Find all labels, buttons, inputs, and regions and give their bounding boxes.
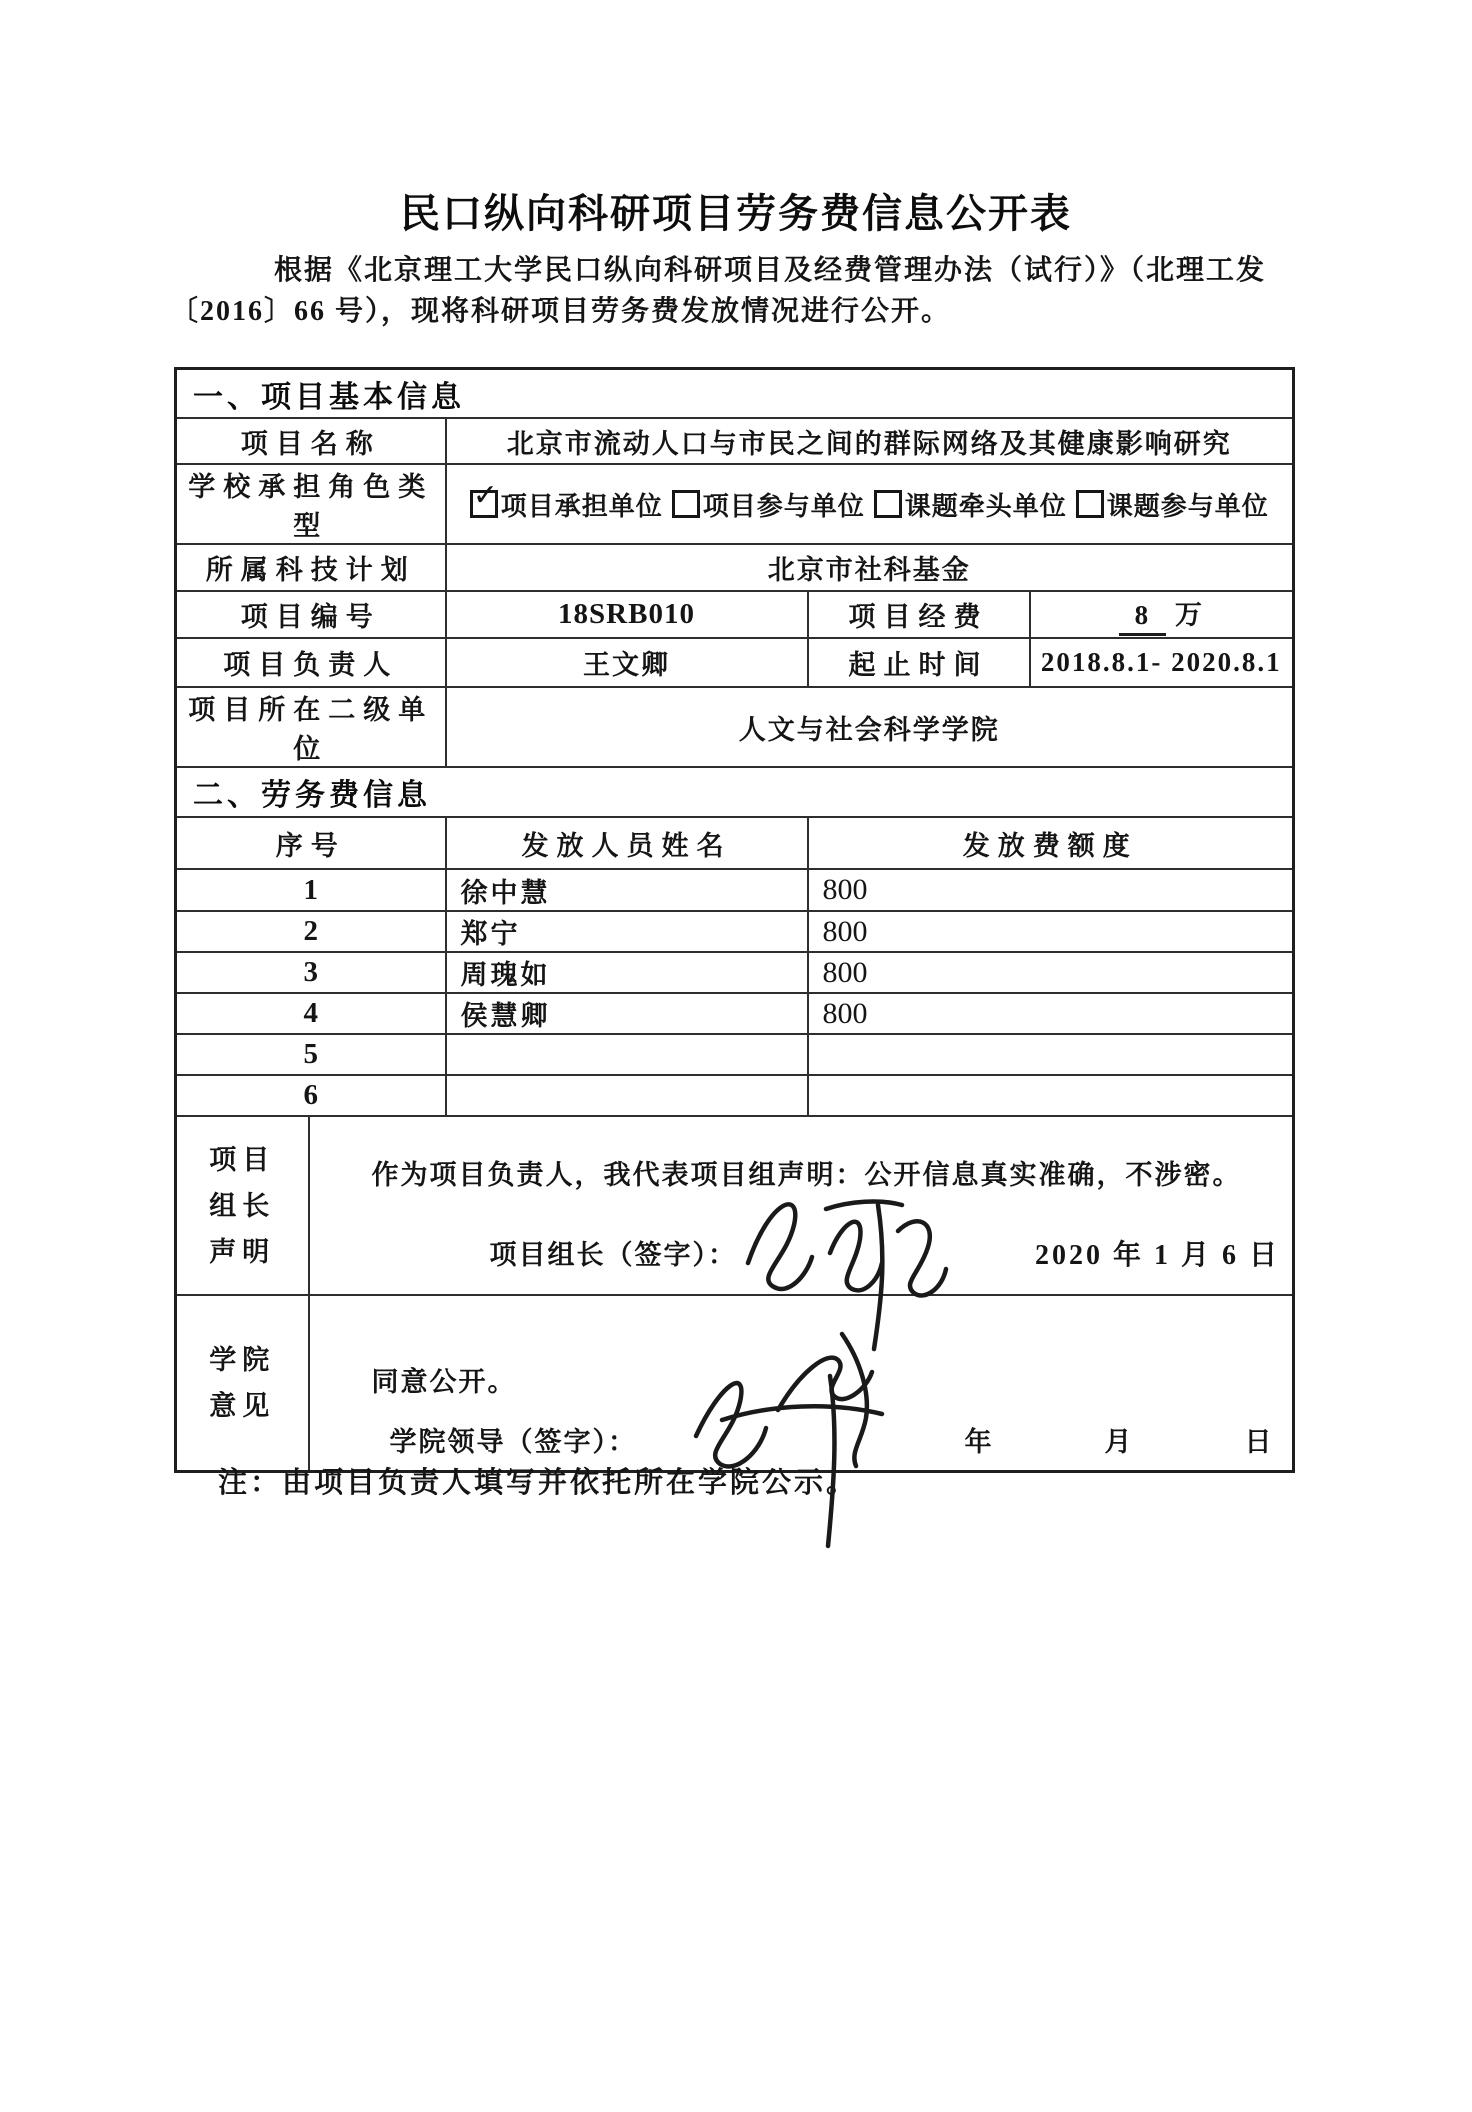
- serial-number: 3: [176, 952, 446, 993]
- payee-amount: [808, 1075, 1294, 1116]
- payee-amount: 800: [808, 911, 1294, 952]
- period-value: 2018.8.1- 2020.8.1: [1030, 638, 1294, 687]
- declaration-label-line: 组长: [209, 1190, 276, 1221]
- column-header-no: 序号: [176, 817, 446, 869]
- role-option-label: 项目承担单位: [500, 491, 663, 521]
- secondary-unit-label: 项目所在二级单位: [176, 687, 446, 767]
- checkbox-empty-icon: [1076, 490, 1104, 518]
- college-opinion-row: [176, 1295, 1294, 1472]
- budget-label: 项目经费: [808, 591, 1030, 638]
- opinion-label-line: 学院: [209, 1345, 276, 1375]
- opinion-content-cell: [309, 1295, 1294, 1472]
- payee-amount: 800: [808, 952, 1294, 993]
- checkbox-empty-icon: [672, 490, 700, 518]
- footnote: 注：由项目负责人填写并依托所在学院公示。: [218, 1467, 859, 1499]
- role-option-label: 课题参与单位: [1106, 491, 1269, 521]
- declaration-statement: 作为项目负责人，我代表项目组声明：公开信息真实准确，不涉密。: [371, 1160, 1242, 1190]
- declaration-row: [176, 1116, 1294, 1295]
- column-header-name: 发放人员姓名: [446, 817, 808, 869]
- section-2-heading: 二、劳务费信息: [176, 767, 1294, 817]
- role-option-label: 项目参与单位: [702, 491, 865, 521]
- intro-paragraph: [170, 250, 1280, 332]
- labor-row-4: [176, 993, 1294, 1034]
- labor-row-5: [176, 1034, 1294, 1075]
- college-leader-signature: [682, 1318, 912, 1553]
- project-number-row: [176, 591, 1294, 638]
- day-label: 日: [1244, 1427, 1272, 1457]
- payee-amount: 800: [808, 993, 1294, 1034]
- budget-unit: 万: [1174, 600, 1204, 630]
- role-type-value: [446, 464, 1294, 544]
- payee-name: 郑宁: [446, 911, 808, 952]
- declaration-label-cell: [176, 1116, 309, 1295]
- labor-row-2: [176, 911, 1294, 952]
- college-leader-signature-label: 学院领导（签字）：: [389, 1427, 637, 1457]
- declaration-date: 2020 年 1 月 6 日: [1035, 1240, 1281, 1271]
- section-1-heading: 一、项目基本信息: [176, 369, 1294, 419]
- section-basic-info-heading-row: [176, 369, 1294, 419]
- section-labor-fee-heading-row: [176, 767, 1294, 817]
- payee-name: 周瑰如: [446, 952, 808, 993]
- secondary-unit-value: 人文与社会科学学院: [446, 687, 1294, 767]
- checkbox-empty-icon: [874, 490, 902, 518]
- labor-row-1: [176, 869, 1294, 911]
- project-number-value: 18SRB010: [446, 591, 808, 638]
- month-label: 月: [1104, 1427, 1132, 1457]
- secondary-unit-row: [176, 687, 1294, 767]
- project-leader-row: [176, 638, 1294, 687]
- budget-amount: 8: [1119, 600, 1167, 636]
- disclosure-table: [174, 367, 1295, 1473]
- project-name-row: [176, 418, 1294, 464]
- project-name-value: 北京市流动人口与市民之间的群际网络及其健康影响研究: [446, 418, 1294, 464]
- science-plan-row: [176, 544, 1294, 591]
- opinion-label-line: 意见: [209, 1391, 276, 1421]
- serial-number: 2: [176, 911, 446, 952]
- role-type-row: [176, 464, 1294, 544]
- payee-amount: 800: [808, 869, 1294, 911]
- year-label: 年: [964, 1427, 992, 1457]
- payee-amount: [808, 1034, 1294, 1075]
- payee-name: [446, 1075, 808, 1116]
- opinion-label-cell: [176, 1295, 309, 1472]
- intro-line-1: 根据《北京理工大学民口纵向科研项目及经费管理办法（试行）》（北理工发: [274, 255, 1267, 286]
- check-mark-icon: ✓: [472, 477, 499, 513]
- opinion-statement: 同意公开。: [371, 1367, 517, 1397]
- document-title: 民口纵向科研项目劳务费信息公开表: [400, 192, 1072, 236]
- serial-number: 5: [176, 1034, 446, 1075]
- serial-number: 4: [176, 993, 446, 1034]
- serial-number: 1: [176, 869, 446, 911]
- science-plan-label: 所属科技计划: [176, 544, 446, 591]
- intro-line-2: 〔2016〕66 号），现将科研项目劳务费发放情况进行公开。: [170, 296, 952, 327]
- declaration-label-line: 项目: [209, 1144, 276, 1175]
- payee-name: 徐中慧: [446, 869, 808, 911]
- role-option-label: 课题牵头单位: [904, 491, 1067, 521]
- payee-name: 侯慧卿: [446, 993, 808, 1034]
- budget-value: [1030, 591, 1294, 638]
- role-type-label: 学校承担角色类型: [176, 464, 446, 544]
- checkbox-checked-icon: [470, 477, 499, 518]
- payee-name: [446, 1034, 808, 1075]
- leader-signature-label: 项目组长（签字）：: [489, 1240, 737, 1270]
- science-plan-value: 北京市社科基金: [446, 544, 1294, 591]
- labor-row-3: [176, 952, 1294, 993]
- column-header-amount: 发放费额度: [808, 817, 1294, 869]
- project-leader-value: 王文卿: [446, 638, 808, 687]
- project-name-label: 项目名称: [176, 418, 446, 464]
- declaration-label-line: 声明: [209, 1236, 276, 1267]
- project-leader-label: 项目负责人: [176, 638, 446, 687]
- period-label: 起止时间: [808, 638, 1030, 687]
- labor-row-6: [176, 1075, 1294, 1116]
- project-number-label: 项目编号: [176, 591, 446, 638]
- serial-number: 6: [176, 1075, 446, 1116]
- declaration-content-cell: [309, 1116, 1294, 1295]
- labor-table-header-row: [176, 817, 1294, 869]
